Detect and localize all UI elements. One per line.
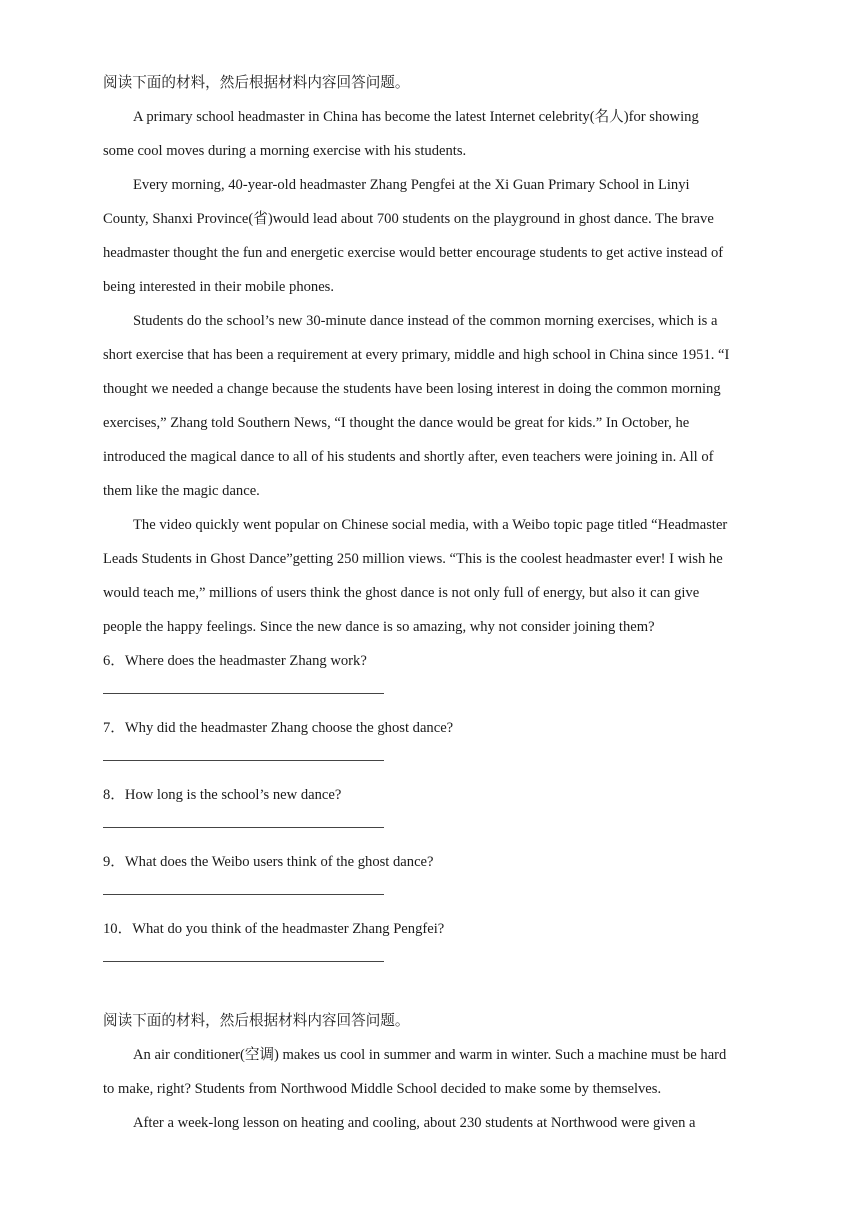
passage-line: would teach me,” millions of users think the ghost dance is not only full of energy, but also it can give: [103, 585, 700, 601]
passage-line: Students do the school’s new 30-minute dance instead of the common morning exercises, which is a: [133, 313, 718, 329]
passage-line: introduced the magical dance to all of his students and shortly after, even teachers were joining in. All of: [103, 449, 714, 465]
question-8: [103, 778, 757, 812]
passage-line: The video quickly went popular on Chinese social media, with a Weibo topic page titled “Headmaster: [133, 517, 728, 533]
document-page: [103, 66, 757, 1140]
question-number: 7．: [103, 720, 125, 736]
passage-line: A primary school headmaster in China has become the latest Internet celebrity(名人)for showing: [133, 109, 699, 125]
answer-line-9[interactable]: [103, 879, 757, 912]
question-number: 6．: [103, 653, 125, 669]
passage-line: An air conditioner(空调) makes us cool in summer and warm in winter. Such a machine must be hard: [133, 1047, 727, 1063]
section1-instruction: 阅读下面的材料，然后根据材料内容回答问题。: [103, 75, 410, 91]
passage-line: some cool moves during a morning exercise with his students.: [103, 143, 467, 159]
passage-line: people the happy feelings. Since the new dance is so amazing, why not consider joining them?: [103, 619, 655, 635]
question-6: [103, 644, 757, 678]
section-gap: [103, 979, 757, 1004]
question-number: 8．: [103, 787, 125, 803]
section1-passage: [103, 100, 757, 644]
question-text: Why did the headmaster Zhang choose the ghost dance?: [124, 720, 454, 736]
passage-line: exercises,” Zhang told Southern News, “I thought the dance would be great for kids.” In October, he: [103, 415, 690, 431]
question-10: [103, 912, 757, 946]
section2-passage: [103, 1038, 757, 1140]
question-9: [103, 845, 757, 879]
passage-line: to make, right? Students from Northwood Middle School decided to make some by themselves.: [103, 1081, 662, 1097]
passage-line: Leads Students in Ghost Dance”getting 250 million views. “This is the coolest headmaster ever! I wish he: [103, 551, 723, 567]
question-text: How long is the school’s new dance?: [124, 787, 342, 803]
section2-instruction: 阅读下面的材料，然后根据材料内容回答问题。: [103, 1013, 410, 1029]
question-text: What do you think of the headmaster Zhang Pengfei?: [132, 921, 445, 937]
passage-line: County, Shanxi Province(省)would lead about 700 students on the playground in ghost dance. The brave: [103, 211, 714, 227]
answer-line-10[interactable]: [103, 946, 757, 979]
answer-line-8[interactable]: [103, 812, 757, 845]
question-list: [103, 644, 757, 979]
passage-line: headmaster thought the fun and energetic exercise would better encourage students to get active instead of: [103, 245, 724, 261]
passage-line: thought we needed a change because the students have been losing interest in doing the common morning: [103, 381, 721, 397]
question-text: What does the Weibo users think of the ghost dance?: [124, 854, 434, 870]
question-text: Where does the headmaster Zhang work?: [124, 653, 367, 669]
question-7: [103, 711, 757, 745]
question-number: 10．: [103, 921, 133, 937]
question-number: 9．: [103, 854, 125, 870]
passage-line: them like the magic dance.: [103, 483, 260, 499]
passage-line: short exercise that has been a requirement at every primary, middle and high school in China since 1951. “I: [103, 347, 730, 363]
answer-line-6[interactable]: [103, 678, 757, 711]
answer-line-7[interactable]: [103, 745, 757, 778]
passage-line: After a week-long lesson on heating and cooling, about 230 students at Northwood were given a: [133, 1115, 696, 1131]
passage-line: being interested in their mobile phones.: [103, 279, 335, 295]
passage-line: Every morning, 40-year-old headmaster Zhang Pengfei at the Xi Guan Primary School in Linyi: [133, 177, 690, 193]
